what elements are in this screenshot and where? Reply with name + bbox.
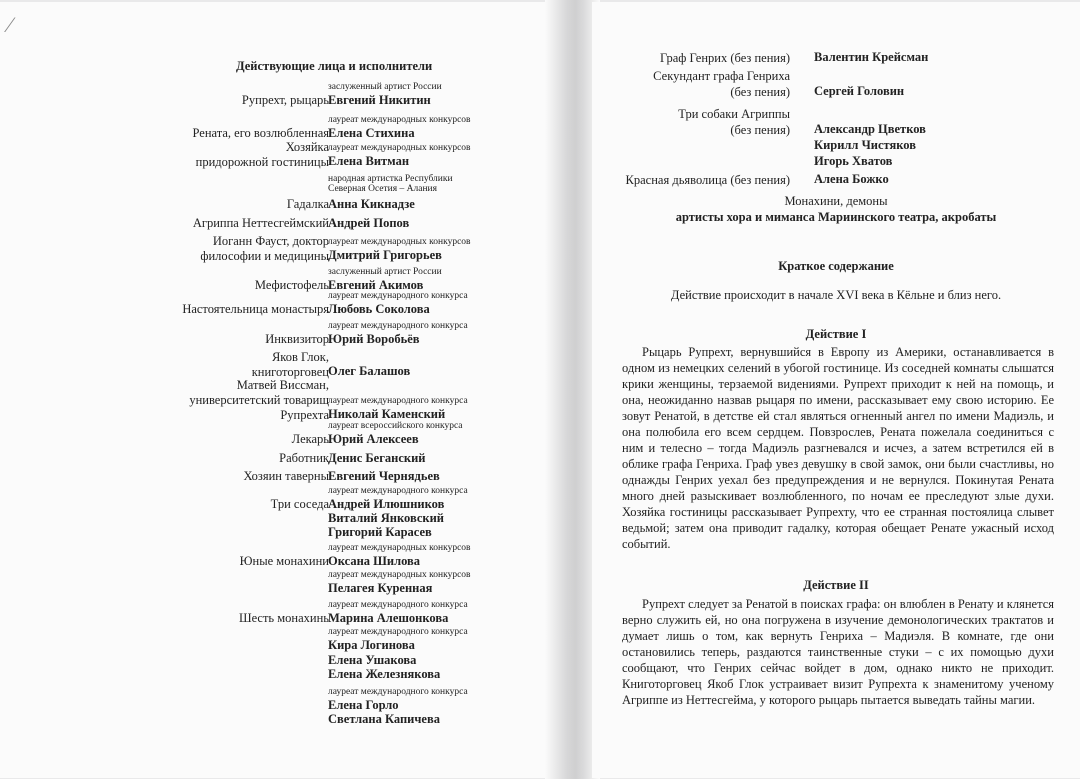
honor-title: заслуженный артист России (328, 82, 442, 92)
performer-name: Андрей Илюшников (328, 497, 445, 511)
role-name (660, 50, 790, 66)
role-name (292, 432, 329, 447)
pen-mark: ⁄ (8, 12, 12, 37)
role-name (242, 93, 329, 108)
performer-name: Кира Логинова (328, 638, 415, 652)
performer-name: Елена Витман (328, 154, 410, 168)
role-name (189, 378, 329, 423)
performer-name: Евгений Никитин (328, 93, 431, 107)
act1-heading: Действие I (805, 327, 867, 341)
honor-title: лауреат международного конкурса (328, 321, 468, 331)
honor-title: лауреат международного конкурса (328, 291, 468, 301)
role-name-line: Рената, его возлюбленная (192, 126, 329, 140)
performer-name: Сергей Головин (814, 84, 905, 98)
role-name (279, 451, 329, 466)
left-page (0, 2, 552, 778)
performer-name: Алена Божко (814, 172, 889, 186)
setting-line: Действие происходит в начале XVI века в Кёльне и близ него. (670, 288, 1002, 302)
role-name (193, 216, 329, 231)
act1-text: Рыцарь Рупрехт, вернувшийся в Европу из Америки, останавливается в одном из немецких селений в убогой гостинице. Из соседней комнаты слышатся крики женщины, терзаемой видениями. Рупрехт приходит к ней на помощь, и она, неожиданно назвав рыцаря по имени, рассказывает ему свою историю. Ее зовут Ренатой, в детстве ей стал являться огненный ангел по имени Мадиэль, и она полюбила его всем сердцем. Повзрослев, Рената пожелала соединиться с ним и телесно – тогда Мадиэль разгневался и исчез, а затем встретился ей в облике графа Генриха. Граф увез девушку в свой замок, они были счастливы, но однажды Генрих уехал без предупреждения и не вернулся. Покинутая Рената много дней разыскивает возлюбленного, по ночам ее преследуют злые духи. Хозяйка гостиницы рассказывает Рупрехту, что ее странная постоялица слывет ведьмой; затем она приводит гадалку, которая обещает Ренате ужасный исход событий. (622, 345, 1054, 551)
role-name-line: Шесть монахинь (238, 611, 329, 625)
performer-name: Елена Ушакова (328, 652, 417, 667)
role-name (255, 278, 329, 293)
role-name (239, 611, 329, 626)
role-name-line: Гадалка (286, 197, 329, 211)
role-name-line: Юные монахини (239, 554, 329, 568)
role-name-line: Рупрехт, рыцарь (241, 93, 329, 107)
honor-title: лауреат международного конкурса (328, 396, 468, 406)
performer-name: Евгений Чернядьев (328, 469, 440, 483)
role-name (287, 197, 329, 212)
role-name-line: книготорговец (251, 364, 329, 379)
honor-title: лауреат международных конкурсов (328, 543, 471, 553)
role-name-line: Хозяин таверны (243, 469, 329, 483)
performer-name: Александр Цветков (814, 122, 926, 136)
performer-name: Любовь Соколова (328, 302, 430, 316)
performer-name: Елена Горло (328, 698, 399, 712)
role-name (252, 350, 329, 380)
honor-title: народная артистка Республики Северная Осетия – Алания (328, 174, 453, 194)
honor-title: лауреат международных конкурсов (328, 143, 471, 153)
role-name-line: Красная дьяволица (без пения) (625, 173, 790, 187)
role-name-line: Секундант графа Генриха (653, 69, 790, 83)
performer-name: Марина Алешонкова (328, 611, 449, 625)
role-name-line: Яков Глок, (271, 349, 329, 364)
role-name (678, 106, 790, 138)
role-name-line: Иоганн Фауст, доктор (212, 233, 329, 248)
performer-name: Валентин Крейсман (814, 50, 929, 64)
performer-name: Пелагея Куренная (328, 581, 433, 595)
performer-name: Дмитрий Григорьев (328, 248, 442, 262)
honor-title: лауреат международных конкурсов (328, 570, 471, 580)
role-name-line: Три соседа (270, 497, 329, 511)
act2-text: Рупрехт следует за Ренатой в поисках графа: он влюблен в Ренату и клянется верно служить ей, но она погружена в изучение демонологических трактатов и думает лишь о том, как вернуть Генриха – Мадиэля. В комнате, где они остановились теперь, раздаются таинственные стуки – с их помощью духи сообщают, что Генрих сейчас войдет в дом, однако никто не приходит. Книготорговец Якоб Глок устраивает визит Рупрехта к знаменитому ученому Агриппе из Неттесгейма, у которого рыцарь пытается выведать тайны магии. (622, 597, 1054, 707)
performer-name: Юрий Воробьёв (328, 332, 420, 346)
role-name (243, 469, 329, 484)
role-name-line: Лекарь (291, 432, 329, 446)
role-name-line: (без пения) (730, 85, 790, 99)
performer-name: Игорь Хватов (814, 154, 893, 168)
performer-name: Елена Железнякова (328, 667, 441, 681)
role-name-line: придорожной гостиницы (195, 154, 329, 169)
honor-title: заслуженный артист России (328, 267, 442, 277)
role-name-line: Настоятельница монастыря (182, 302, 329, 316)
honor-title: лауреат международного конкурса (328, 687, 468, 697)
performer-name: Юрий Алексеев (328, 432, 419, 446)
role-name-line: философии и медицины (200, 248, 329, 263)
role-name-line: Матвей Виссман, (236, 378, 329, 392)
performer-name: Анна Кикнадзе (328, 197, 415, 211)
honor-title: лауреат всероссийского конкурса (328, 421, 463, 431)
honor-title: лауреат международного конкурса (328, 627, 468, 637)
honor-title: лауреат международного конкурса (328, 600, 468, 610)
honor-title: лауреат международных конкурсов (328, 115, 471, 125)
honor-title: лауреат международного конкурса (328, 486, 468, 496)
nuns-line: Монахини, демоны (784, 194, 888, 208)
role-name (271, 497, 329, 512)
role-name-line: Граф Генрих (без пения) (660, 51, 790, 65)
performer-name: Евгений Акимов (328, 278, 424, 292)
role-name (200, 234, 329, 264)
right-page (592, 2, 1080, 778)
performer-name: Николай Каменский (328, 407, 446, 421)
role-name (240, 554, 329, 569)
performer-name: Григорий Карасев (328, 525, 432, 539)
role-name-line: Работник (279, 451, 329, 465)
performer-name: Андрей Попов (328, 216, 410, 230)
role-name (182, 302, 329, 317)
role-name-line: Рупрехта (280, 408, 329, 422)
act2-heading: Действие II (803, 578, 869, 592)
performer-name: Денис Беганский (328, 451, 426, 465)
performer-name: Кирилл Чистяков (814, 138, 916, 152)
role-name (626, 172, 790, 188)
honor-title: лауреат международных конкурсов (328, 237, 471, 247)
role-name-line: Инквизитор (265, 332, 329, 346)
summary-heading: Краткое содержание (778, 259, 894, 273)
role-name-line: Агриппа Неттесгеймский (192, 216, 329, 230)
performer-name: Виталий Янковский (328, 511, 444, 525)
cast-heading: Действующие лица и исполнители (236, 59, 433, 73)
role-name-line: (без пения) (730, 123, 790, 137)
performer-name: Оксана Шилова (328, 554, 421, 568)
role-name-line: Мефистофель (254, 278, 329, 292)
role-name-line: Хозяйка (285, 139, 329, 154)
performer-name: Елена Стихина (328, 126, 415, 140)
role-name-line: Три собаки Агриппы (678, 107, 790, 121)
performer-name: Светлана Капичева (328, 712, 440, 726)
role-name (196, 140, 329, 170)
chorus-line: артисты хора и миманса Мариинского театра, акробаты (675, 210, 997, 224)
performer-name: Олег Балашов (328, 364, 411, 378)
role-name (265, 332, 329, 347)
role-name-line: университетский товарищ (189, 393, 329, 407)
role-name (653, 68, 790, 100)
